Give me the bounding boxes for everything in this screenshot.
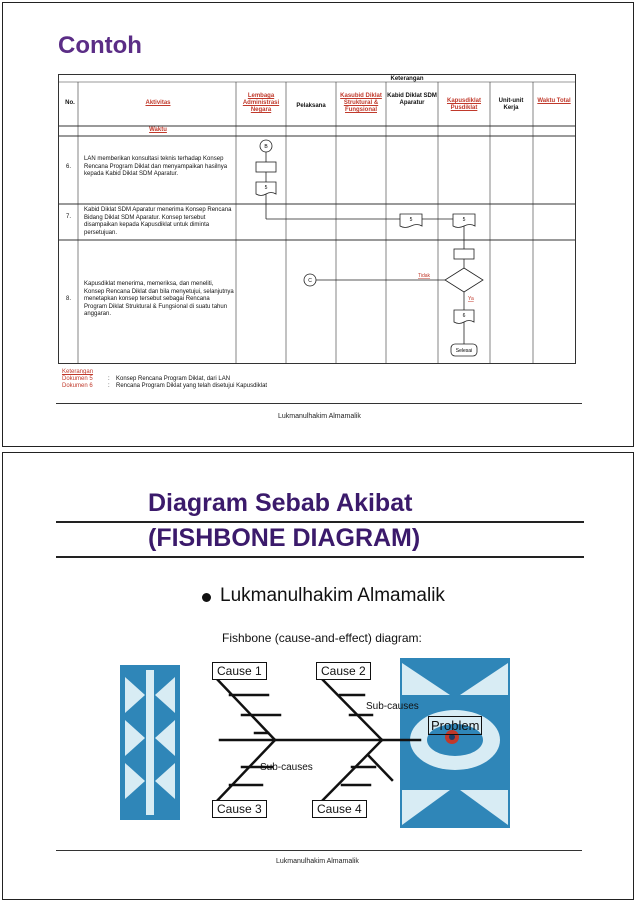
problem-box: Problem [428, 716, 482, 735]
header-col-kapusdiklat: Kapusdiklat Pusdiklat [446, 98, 481, 111]
notes-key-2: Dokumen 6 [62, 383, 93, 389]
slide1-title: Contoh [58, 32, 142, 59]
notes-val-2: Rencana Program Diklat yang telah disetujui Kapusdiklat [116, 383, 268, 389]
title-rule-top [56, 521, 584, 523]
bullet-author: Lukmanulhakim Almamalik [220, 585, 445, 606]
procedure-table [58, 74, 576, 406]
tidak-label: Tidak [418, 273, 431, 279]
header-no: No. [65, 100, 75, 106]
sub-causes-top-label: Sub-causes [366, 701, 419, 712]
row-8-no: 8. [66, 296, 72, 302]
cause-4-box: Cause 4 [312, 800, 367, 818]
notes-sep-2: : [108, 383, 110, 389]
notes-key-1: Dokumen 5 [62, 376, 93, 382]
connector-c-label: C [308, 278, 312, 284]
notes-heading: Keterangan [62, 369, 94, 375]
header-aktivitas: Aktivitas [145, 100, 171, 106]
cause-1-box: Cause 1 [212, 662, 267, 680]
header-col-pelaksana: Pelaksana [296, 103, 326, 109]
row-6-no: 6. [66, 164, 72, 170]
doc6-label: 6 [462, 313, 466, 319]
slide1-footer-rule [56, 403, 582, 404]
doc5-label-lan: 5 [264, 185, 268, 191]
cause-2-box: Cause 2 [316, 662, 371, 680]
connector-b-label: B [264, 144, 268, 150]
notes-val-1: Konsep Rencana Program Diklat, dari LAN [116, 376, 231, 382]
header-keterangan: Keterangan [390, 76, 424, 82]
slide2-footer: Lukmanulhakim Almamalik [276, 858, 359, 865]
doc5-label-kapus: 5 [462, 217, 466, 223]
ya-label: Ya [468, 296, 474, 302]
row-6-text: LAN memberikan konsultasi teknis terhadap Konsep Rencana Program Diklat dan menyampaikan hasilnya kepada Kabid Diklat SDM Aparatur. [84, 156, 228, 177]
bullet-dot [202, 593, 211, 602]
header-col-waktu-total: Waktu Total [537, 98, 571, 104]
title-rule-bottom [56, 556, 584, 558]
fishbone-caption: Fishbone (cause-and-effect) diagram: [222, 631, 422, 645]
header-col-unit: Unit-unit Kerja [498, 98, 524, 111]
header-col-lan: Lembaga Administrasi Negara [242, 93, 280, 113]
sub-causes-bottom-label: Sub-causes [260, 762, 313, 773]
slide2-footer-rule [56, 850, 582, 851]
selesai-label: Selesai [455, 348, 473, 354]
header-col-kasubid: Kasubid Diklat Struktural & Fungsional [340, 93, 382, 113]
header-waktu: Waktu [149, 127, 167, 133]
slide1-footer: Lukmanulhakim Almamalik [278, 413, 361, 420]
doc5-label-kabid: 5 [409, 217, 413, 223]
notes-sep-1: : [108, 376, 110, 382]
cause-3-box: Cause 3 [212, 800, 267, 818]
slide2-title-line2: (FISHBONE DIAGRAM) [148, 524, 421, 552]
slide2-title-line1: Diagram Sebab Akibat [148, 489, 413, 517]
row-8-text: Kapusdiklat menerima, memeriksa, dan meneliti, Konsep Rencana Diklat dan bila menyetujui, selanjutnya menetapkan konsep tersebut sebagai Rencana Program Diklat Struktural & Fungsional di suatu tahun anggaran. [84, 281, 234, 317]
header-col-kabid: Kabid Diklat SDM Aparatur [387, 93, 437, 106]
row-7-text: Kabid Diklat SDM Aparatur menerima Konsep Rencana Bidang Diklat SDM Aparatur. Konsep tersebut disampaikan kepada Kapusdiklat untuk diminta persetujuan. [84, 207, 232, 236]
row-7-no: 7. [66, 214, 72, 220]
